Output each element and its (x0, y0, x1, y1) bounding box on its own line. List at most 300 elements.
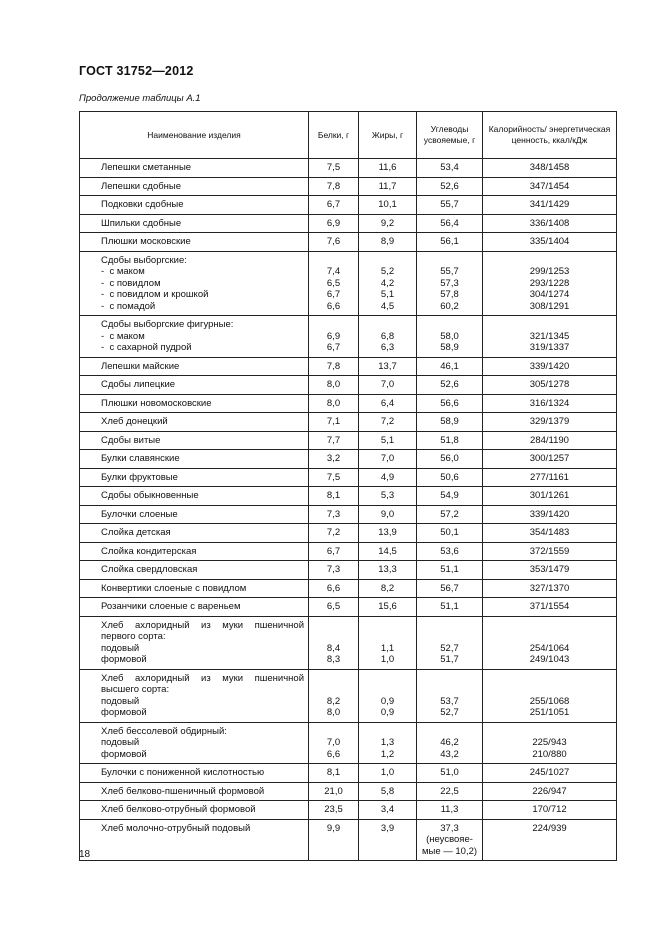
fat-cell (359, 251, 417, 316)
table-row (80, 722, 617, 764)
table-row (80, 764, 617, 783)
carbs-value: 22,5 (440, 785, 459, 797)
product-name-line: Слойка свердловская (101, 564, 198, 575)
product-name-cell (80, 782, 309, 801)
carbs-cell (417, 251, 483, 316)
protein-cell (309, 561, 359, 580)
protein-value: 6,9 (326, 217, 341, 229)
carbs-value (417, 726, 482, 738)
page-number: 18 (79, 849, 91, 860)
protein-cell (309, 196, 359, 215)
energy-value: 277/1161 (530, 471, 569, 483)
table-row (80, 468, 617, 487)
energy-value: 224/939 (532, 822, 567, 834)
carbs-value (417, 255, 482, 267)
product-name-cell (80, 487, 309, 506)
table-row (80, 159, 617, 178)
document-code: ГОСТ 31752—2012 (79, 64, 194, 78)
fat-cell (359, 561, 417, 580)
fat-value: 8,2 (380, 582, 395, 594)
fat-value: 14,5 (378, 545, 397, 557)
fat-value: 6,4 (380, 397, 395, 409)
product-name-line: - с повидлом (101, 277, 161, 289)
table-header-row (80, 112, 617, 159)
carbs-value: 54,9 (440, 490, 459, 501)
product-name-line: - с повидлом и крошкой (101, 289, 209, 300)
product-name-cell (80, 579, 309, 598)
carbs-value: 50,6 (440, 471, 459, 483)
energy-cell (483, 357, 617, 376)
energy-cell (483, 450, 617, 469)
fat-cell (359, 616, 417, 669)
product-name-cell (80, 450, 309, 469)
product-name-cell (80, 316, 309, 358)
table-row (80, 357, 617, 376)
protein-value: 6,7 (326, 545, 341, 557)
table-row (80, 316, 617, 358)
carbs-cell (417, 316, 483, 358)
energy-value (483, 319, 616, 331)
product-name-line: Хлеб белково-отрубный формовой (101, 804, 256, 815)
protein-value: 7,8 (326, 180, 341, 192)
protein-cell (309, 376, 359, 395)
fat-value: 5,1 (380, 434, 395, 446)
product-name-cell (80, 376, 309, 395)
protein-cell (309, 450, 359, 469)
carbs-value: 51,1 (440, 564, 459, 575)
product-name-cell (80, 159, 309, 178)
table-row (80, 413, 617, 432)
fat-value: 13,9 (378, 527, 397, 538)
protein-value (309, 726, 358, 738)
protein-value: 6,6 (326, 582, 341, 594)
product-name-line: Булочки слоеные (101, 508, 178, 520)
energy-value: 301/1261 (529, 490, 570, 501)
energy-value: 255/1068 (529, 695, 570, 707)
energy-cell (483, 376, 617, 395)
table-row (80, 616, 617, 669)
fat-value: 3,9 (380, 822, 395, 834)
carbs-cell (417, 598, 483, 617)
energy-cell (483, 431, 617, 450)
carbs-value: 55,7 (440, 199, 459, 210)
energy-cell (483, 214, 617, 233)
protein-cell (309, 177, 359, 196)
carbs-value: 57,2 (440, 508, 459, 520)
protein-cell (309, 801, 359, 820)
product-name-line: Шпильки сдобные (101, 217, 182, 229)
product-name-line: Хлеб донецкий (101, 416, 168, 427)
nutrition-table (79, 111, 617, 861)
energy-value: 304/1274 (529, 289, 570, 300)
energy-value: 308/1291 (529, 300, 570, 312)
fat-value: 4,9 (380, 471, 395, 483)
carbs-value: 52,6 (440, 180, 459, 192)
energy-cell (483, 413, 617, 432)
protein-value (309, 620, 358, 632)
fat-cell (359, 542, 417, 561)
fat-value: 1,0 (380, 767, 395, 778)
fat-value: 1,1 (380, 642, 395, 654)
table-row (80, 819, 617, 861)
table-row (80, 394, 617, 413)
energy-value: 339/1420 (529, 360, 570, 372)
fat-cell (359, 579, 417, 598)
fat-value (359, 319, 416, 331)
table-row (80, 561, 617, 580)
product-name-line: Лепешки сдобные (101, 180, 182, 192)
carbs-value: 53,7 (440, 695, 459, 707)
carbs-value: 51,1 (440, 601, 459, 612)
protein-value: 7,5 (326, 162, 341, 173)
fat-value: 5,1 (380, 289, 395, 300)
energy-value: 284/1190 (530, 434, 569, 446)
product-name-line: - с маком (101, 266, 145, 277)
energy-cell (483, 616, 617, 669)
fat-value: 11,6 (378, 162, 397, 173)
energy-cell (483, 669, 617, 722)
carbs-cell (417, 431, 483, 450)
product-name-cell (80, 616, 309, 669)
energy-cell (483, 159, 617, 178)
product-name-line: Хлеб молочно-отрубный подовый (101, 822, 251, 834)
fat-cell (359, 450, 417, 469)
energy-value: 354/1483 (529, 527, 570, 538)
carbs-value (417, 684, 482, 696)
energy-cell (483, 764, 617, 783)
carbs-cell (417, 196, 483, 215)
product-name-heading: Хлеб ахлоридный из муки пшеничной первого сорта: (101, 619, 304, 642)
carbs-value: 51,0 (440, 767, 459, 778)
table-row (80, 196, 617, 215)
fat-value: 6,8 (380, 330, 395, 342)
protein-value (309, 631, 358, 643)
protein-value: 6,5 (326, 277, 341, 289)
energy-value: 335/1404 (529, 236, 570, 247)
product-name-cell (80, 214, 309, 233)
carbs-cell (417, 505, 483, 524)
energy-value: 347/1454 (529, 180, 570, 192)
carbs-cell (417, 542, 483, 561)
protein-value: 8,0 (326, 379, 341, 390)
carbs-cell (417, 579, 483, 598)
carbs-cell (417, 468, 483, 487)
fat-value: 1,0 (380, 654, 395, 665)
product-name-line: Булочки с пониженной кислотностью (101, 767, 265, 778)
table-row (80, 487, 617, 506)
carbs-value: 58,0 (440, 330, 459, 342)
table-row (80, 801, 617, 820)
energy-cell (483, 801, 617, 820)
energy-cell (483, 468, 617, 487)
energy-cell (483, 487, 617, 506)
protein-value (309, 255, 358, 267)
fat-cell (359, 357, 417, 376)
fat-cell (359, 159, 417, 178)
product-name-line: Плюшки новомосковские (101, 397, 212, 409)
protein-cell (309, 316, 359, 358)
fat-value: 1,3 (380, 737, 395, 748)
carbs-cell (417, 413, 483, 432)
energy-value: 299/1253 (529, 266, 570, 277)
table-row (80, 376, 617, 395)
carbs-value: 46,2 (440, 737, 459, 748)
carbs-cell (417, 524, 483, 543)
energy-value: 372/1559 (529, 545, 570, 557)
protein-cell (309, 524, 359, 543)
fat-value: 13,3 (378, 564, 397, 575)
product-name-line: Конвертики слоеные с повидлом (101, 582, 247, 594)
fat-value: 7,0 (380, 379, 395, 390)
fat-value (359, 631, 416, 643)
product-name-cell (80, 468, 309, 487)
energy-value (483, 620, 616, 632)
energy-value: 245/1027 (529, 767, 570, 778)
product-name-line: - с сахарной пудрой (101, 342, 192, 353)
energy-cell (483, 524, 617, 543)
product-name-line: формовой (101, 707, 147, 718)
product-name-line: Сдобы обыкновенные (101, 490, 199, 501)
protein-cell (309, 159, 359, 178)
carbs-value: (неусвояе- (426, 834, 473, 845)
fat-value (359, 620, 416, 632)
protein-value: 7,4 (326, 266, 341, 277)
product-name-line: Слойка детская (101, 527, 171, 538)
column-header-carbs: Углеводы усвояемые, г (417, 112, 483, 159)
protein-cell (309, 764, 359, 783)
product-name-cell (80, 561, 309, 580)
product-name-line: Сдобы выборгские фигурные: (101, 319, 234, 330)
carbs-cell (417, 233, 483, 252)
carbs-value: 56,4 (440, 217, 459, 229)
fat-value: 9,2 (380, 217, 395, 229)
protein-value: 23,5 (324, 804, 343, 815)
product-name-line: Сдобы выборгские: (101, 254, 187, 266)
fat-cell (359, 782, 417, 801)
product-name-cell (80, 722, 309, 764)
protein-value: 9,9 (326, 822, 341, 834)
protein-cell (309, 782, 359, 801)
protein-value: 7,2 (326, 527, 341, 538)
protein-cell (309, 542, 359, 561)
carbs-value: 55,7 (440, 266, 459, 277)
carbs-cell (417, 616, 483, 669)
product-name-line: Розанчики слоеные с вареньем (101, 601, 241, 612)
fat-value: 13,7 (378, 360, 397, 372)
product-name-cell (80, 196, 309, 215)
protein-cell (309, 233, 359, 252)
protein-value: 7,3 (326, 508, 341, 520)
protein-value: 7,5 (326, 471, 341, 483)
carbs-cell (417, 177, 483, 196)
fat-value: 5,8 (380, 785, 395, 797)
protein-value: 8,0 (326, 397, 341, 409)
carbs-value: 52,6 (440, 379, 459, 390)
product-name-heading: Хлеб ахлоридный из муки пшеничной высшего сорта: (101, 672, 304, 695)
fat-value: 5,3 (380, 490, 395, 501)
protein-cell (309, 214, 359, 233)
product-name-cell (80, 542, 309, 561)
carbs-value: 60,2 (440, 300, 459, 312)
product-name-cell (80, 598, 309, 617)
protein-cell (309, 616, 359, 669)
protein-cell (309, 505, 359, 524)
protein-value: 6,7 (326, 199, 341, 210)
table-row (80, 214, 617, 233)
fat-cell (359, 524, 417, 543)
fat-value: 10,1 (378, 199, 397, 210)
carbs-value: 56,1 (440, 236, 459, 247)
fat-value: 6,3 (380, 342, 395, 353)
carbs-value: 52,7 (440, 707, 459, 718)
fat-value: 11,7 (378, 180, 397, 192)
product-name-line: Слойка кондитерская (101, 545, 197, 557)
energy-cell (483, 177, 617, 196)
carbs-value: 53,4 (440, 162, 459, 173)
protein-value: 6,7 (326, 289, 341, 300)
fat-value: 1,2 (380, 748, 395, 760)
energy-value: 300/1257 (529, 453, 570, 464)
column-header-protein: Белки, г (309, 112, 359, 159)
carbs-cell (417, 357, 483, 376)
energy-value: 293/1228 (529, 277, 570, 289)
fat-value (359, 684, 416, 696)
energy-cell (483, 819, 617, 861)
energy-value: 339/1420 (529, 508, 570, 520)
table-row (80, 598, 617, 617)
carbs-value: 58,9 (440, 416, 459, 427)
table-row (80, 177, 617, 196)
energy-cell (483, 233, 617, 252)
protein-value: 8,1 (326, 490, 341, 501)
product-name-cell (80, 505, 309, 524)
table-row (80, 782, 617, 801)
energy-value: 329/1379 (529, 416, 570, 427)
carbs-value: 53,6 (440, 545, 459, 557)
product-name-line: Лепешки сметанные (101, 162, 192, 173)
energy-value (483, 726, 616, 738)
energy-value: 210/880 (532, 748, 567, 760)
fat-value: 4,2 (380, 277, 395, 289)
protein-cell (309, 251, 359, 316)
protein-value: 6,6 (326, 748, 341, 760)
product-name-line: Сдобы липецкие (101, 379, 176, 390)
energy-value (483, 631, 616, 643)
fat-value: 7,2 (380, 416, 395, 427)
protein-cell (309, 394, 359, 413)
carbs-value: 56,7 (440, 582, 459, 594)
product-name-cell (80, 413, 309, 432)
product-name-line: Булки славянские (101, 453, 180, 464)
fat-cell (359, 177, 417, 196)
protein-cell (309, 431, 359, 450)
protein-value: 3,2 (326, 453, 341, 464)
protein-value: 8,4 (326, 642, 341, 654)
product-name-line: Подковки сдобные (101, 199, 184, 210)
fat-value: 15,6 (378, 601, 397, 612)
product-name-line: Хлеб бессолевой обдирный: (101, 725, 227, 737)
energy-value: 348/1458 (529, 162, 570, 173)
carbs-value: 43,2 (440, 748, 459, 760)
table-row (80, 251, 617, 316)
fat-value: 4,5 (380, 300, 395, 312)
energy-value (483, 255, 616, 267)
fat-cell (359, 394, 417, 413)
energy-value: 321/1345 (529, 330, 570, 342)
product-name-cell (80, 669, 309, 722)
energy-cell (483, 561, 617, 580)
product-name-cell (80, 177, 309, 196)
product-name-cell (80, 357, 309, 376)
energy-cell (483, 542, 617, 561)
protein-value (309, 673, 358, 685)
energy-value: 249/1043 (529, 654, 570, 665)
carbs-value: 56,6 (440, 397, 459, 409)
table-row (80, 431, 617, 450)
energy-value (483, 684, 616, 696)
fat-cell (359, 376, 417, 395)
product-name-cell (80, 764, 309, 783)
carbs-cell (417, 669, 483, 722)
fat-value (359, 255, 416, 267)
fat-cell (359, 764, 417, 783)
carbs-value: 51,8 (440, 434, 459, 446)
carbs-value: 52,7 (440, 642, 459, 654)
protein-cell (309, 598, 359, 617)
carbs-cell (417, 487, 483, 506)
carbs-value: 51,7 (440, 654, 459, 665)
protein-value: 6,9 (326, 330, 341, 342)
fat-cell (359, 505, 417, 524)
protein-value: 6,6 (326, 300, 341, 312)
protein-cell (309, 468, 359, 487)
carbs-value (417, 620, 482, 632)
carbs-cell (417, 376, 483, 395)
energy-value: 319/1337 (529, 342, 570, 353)
fat-cell (359, 669, 417, 722)
fat-cell (359, 431, 417, 450)
fat-cell (359, 316, 417, 358)
energy-cell (483, 722, 617, 764)
carbs-cell (417, 722, 483, 764)
column-header-fat: Жиры, г (359, 112, 417, 159)
product-name-line: подовый (101, 695, 140, 707)
protein-value: 8,3 (326, 654, 341, 665)
energy-value: 225/943 (532, 737, 567, 748)
product-name-cell (80, 819, 309, 861)
energy-value (483, 673, 616, 685)
product-name-line: Хлеб белково-пшеничный формовой (101, 785, 265, 797)
carbs-value (417, 673, 482, 685)
protein-cell (309, 579, 359, 598)
protein-cell (309, 669, 359, 722)
table-row (80, 505, 617, 524)
energy-cell (483, 598, 617, 617)
carbs-value: 50,1 (440, 527, 459, 538)
energy-value: 170/712 (532, 804, 567, 815)
protein-value: 7,7 (326, 434, 341, 446)
energy-value: 305/1278 (529, 379, 570, 390)
carbs-cell (417, 782, 483, 801)
protein-cell (309, 487, 359, 506)
table-row (80, 524, 617, 543)
fat-value: 0,9 (380, 707, 395, 718)
product-name-cell (80, 251, 309, 316)
table-row (80, 450, 617, 469)
fat-value (359, 673, 416, 685)
fat-cell (359, 413, 417, 432)
carbs-cell (417, 394, 483, 413)
